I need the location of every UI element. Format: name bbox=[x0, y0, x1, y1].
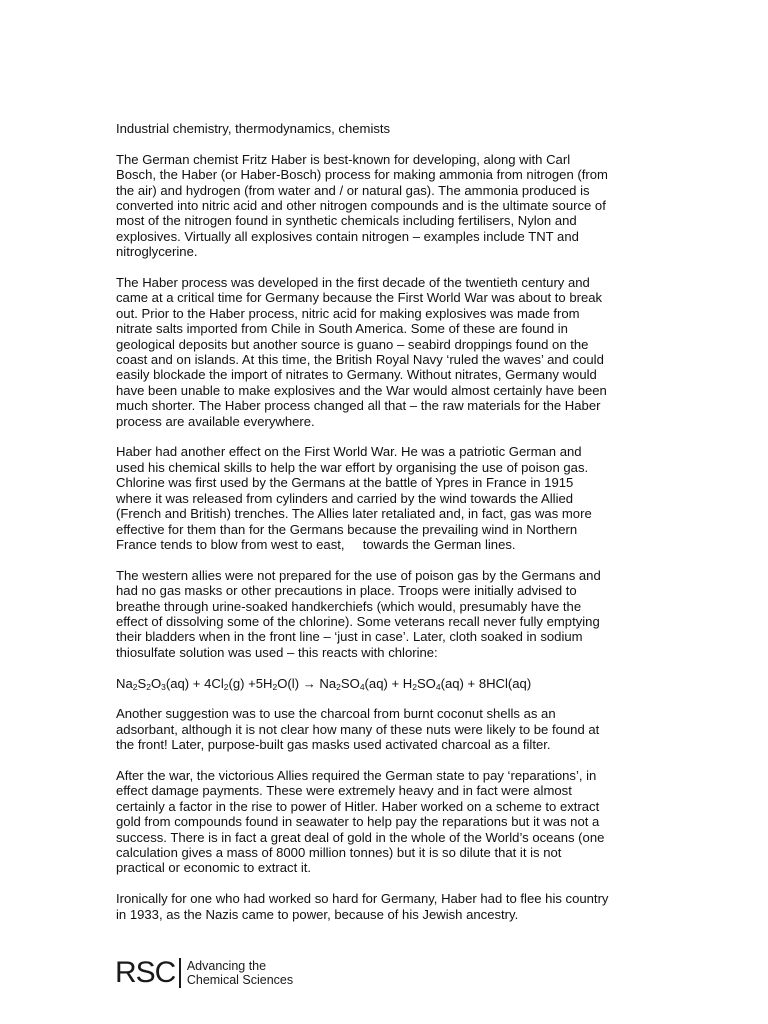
text-line: Another suggestion was to use the charcoal from burnt coconut shells as an bbox=[116, 706, 556, 722]
text-line: nitrate salts imported from Chile in South America. Some of these are found in bbox=[116, 321, 568, 337]
text-line: effect damage payments. These were extremely heavy and in fact were almost bbox=[116, 783, 572, 799]
text-line: nitroglycerine. bbox=[116, 244, 198, 260]
text-line: used his chemical skills to help the war effort by organising the use of poison gas. bbox=[116, 459, 589, 475]
text-line: effect of dissolving some of the chlorine). Some veterans recall never fully emptying bbox=[116, 613, 600, 629]
rsc-tagline bbox=[187, 959, 293, 987]
text-line: After the war, the victorious Allies required the German state to pay ‘reparations’, in bbox=[116, 767, 597, 783]
text-line: where it was released from cylinders and carried by the wind towards the Allied bbox=[116, 490, 574, 506]
text-line: (French and British) trenches. The Allies later retaliated and, in fact, gas was more bbox=[116, 506, 592, 522]
text-line: Haber had another effect on the First World War. He was a patriotic German and bbox=[116, 444, 582, 460]
paragraph-exile bbox=[116, 891, 656, 922]
text-line: The German chemist Fritz Haber is best-known for developing, along with Carl bbox=[116, 151, 571, 167]
text-line: adsorbant, although it is not clear how many of these nuts were likely to be found at bbox=[116, 721, 600, 737]
text-line: coast and on islands. At this time, the British Royal Navy ‘ruled the waves’ and could bbox=[116, 352, 604, 368]
text-line: France tends to blow from west to east, towards the German lines. bbox=[116, 536, 516, 552]
text-line: explosives. Virtually all explosives contain nitrogen – examples include TNT and bbox=[116, 228, 579, 244]
text-line: breathe through urine-soaked handkerchiefs (which would, presumably have the bbox=[116, 598, 582, 614]
text-line: The western allies were not prepared for the use of poison gas by the Germans and bbox=[116, 567, 601, 583]
text-line: out. Prior to the Haber process, nitric acid for making explosives was made from bbox=[116, 305, 580, 321]
text-line: Chlorine was first used by the Germans at the battle of Ypres in France in 1915 bbox=[116, 475, 574, 491]
text-line: in 1933, as the Nazis came to power, because of his Jewish ancestry. bbox=[116, 906, 519, 922]
text-line: the front! Later, purpose-built gas masks used activated charcoal as a filter. bbox=[116, 737, 551, 753]
rsc-logo: RSC bbox=[115, 956, 176, 989]
text-line: success. There is in fact a great deal of gold in the whole of the World’s oceans (one bbox=[116, 829, 605, 845]
logo-divider bbox=[179, 958, 181, 988]
paragraph-poison-gas bbox=[116, 444, 656, 552]
text-line: had no gas masks or other precautions in place. Troops were initially advised to bbox=[116, 583, 577, 599]
tagline-line: Advancing the bbox=[186, 959, 267, 973]
document-title: Industrial chemistry, thermodynamics, chemists bbox=[116, 121, 391, 136]
text-line: gold from compounds found in seawater to help pay the reparations but it was not a bbox=[116, 814, 600, 830]
text-line: came at a critical time for Germany because the First World War was about to break bbox=[116, 290, 603, 306]
tagline-line: Chemical Sciences bbox=[186, 973, 294, 987]
text-line: calculation gives a mass of 8000 million tonnes) but it is so dilute that it is not bbox=[116, 844, 562, 860]
text-line: converted into nitric acid and other nitrogen compounds and is the ultimate source of bbox=[116, 198, 606, 214]
text-line: much shorter. The Haber process changed all that – the raw materials for the Haber bbox=[116, 398, 601, 414]
text-line: process are available everywhere. bbox=[116, 413, 315, 429]
text-line: Bosch, the Haber (or Haber-Bosch) process for making ammonia from nitrogen (from bbox=[116, 167, 608, 183]
text-line: have been unable to make explosives and the War would almost certainly have been bbox=[116, 382, 607, 398]
text-line: most of the nitrogen found in synthetic chemicals including fertilisers, Nylon and bbox=[116, 213, 577, 229]
paragraph-charcoal bbox=[116, 706, 656, 752]
text-line: easily blockade the import of nitrates to Germany. Without nitrates, Germany would bbox=[116, 367, 597, 383]
document-body bbox=[116, 121, 656, 937]
text-line: the air) and hydrogen (from water and / or natural gas). The ammonia produced is bbox=[116, 182, 590, 198]
text-line: practical or economic to extract it. bbox=[116, 860, 312, 876]
text-line: thiosulfate solution was used – this reacts with chlorine: bbox=[116, 644, 438, 660]
text-line: effective for them than for the Germans because the prevailing wind in Northern bbox=[116, 521, 578, 537]
text-line: geological deposits but another source is guano – seabird droppings found on the bbox=[116, 336, 589, 352]
text-line: Ironically for one who had worked so hard for Germany, Haber had to flee his country bbox=[116, 891, 609, 907]
paragraph-haber-intro bbox=[116, 152, 656, 260]
paragraph-reparations bbox=[116, 768, 656, 876]
text-line: their bladders when in the front line – ‘just in case’. Later, cloth soaked in sodium bbox=[116, 629, 583, 645]
text-line: The Haber process was developed in the first decade of the twentieth century and bbox=[116, 275, 590, 291]
paragraph-haber-process bbox=[116, 275, 656, 429]
paragraph-western-allies bbox=[116, 568, 656, 660]
rsc-footer bbox=[115, 956, 293, 990]
text-line: certainly a factor in the rise to power of Hitler. Haber worked on a scheme to extract bbox=[116, 798, 600, 814]
chemical-equation: $Na_2S_2O_3(aq) + 4Cl_2(g) +5H_2O(l) \to Na_2SO_4(aq) + H_2SO_4(aq) + 8HCl(aq)$ bbox=[116, 675, 532, 692]
